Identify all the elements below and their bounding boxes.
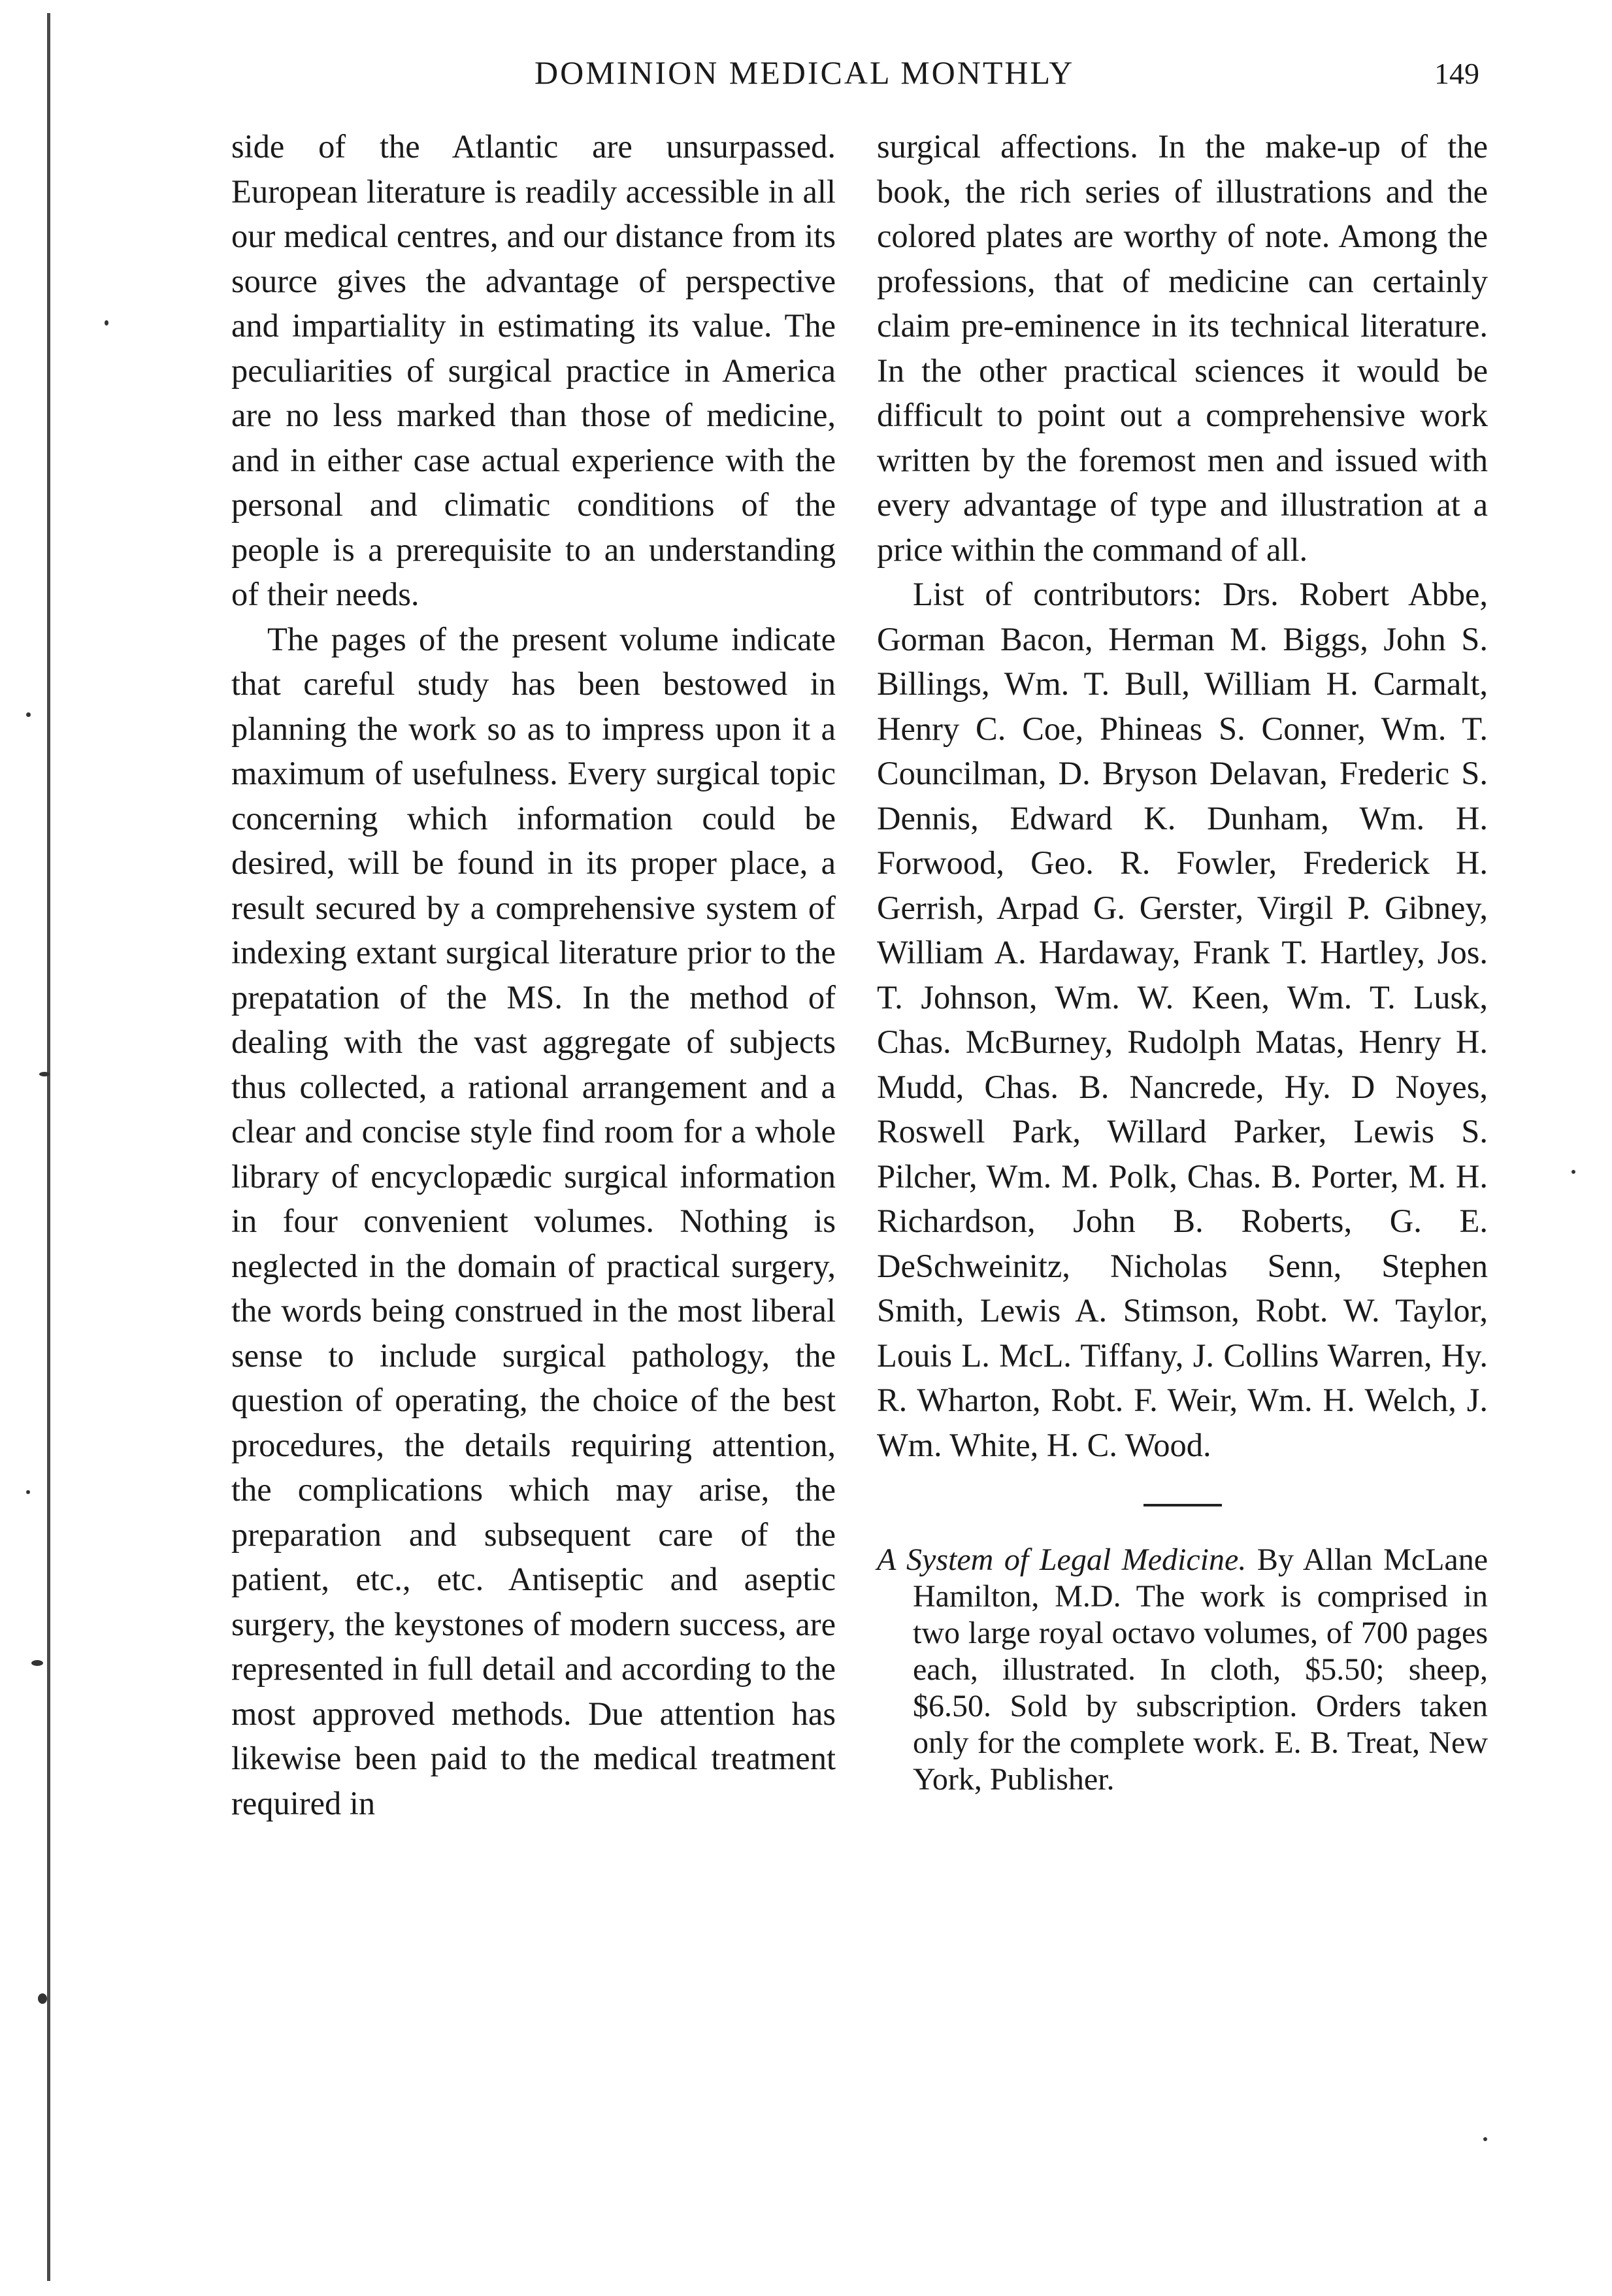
binding-edge-line xyxy=(47,13,50,2281)
running-head xyxy=(0,54,1612,99)
left-paragraph-continued: side of the Atlantic are unsurpassed. European literature is readily accessible in all our medical centres, and our distance from its source gives the advantage of perspective and impartiality in estimating its value. The peculiarities of surgical practice in America are no less marked than those of medicine, and in either case actual experience with the personal and climatic conditions of the people is a prerequisite to an understanding of their needs. xyxy=(231,128,836,612)
section-divider xyxy=(1143,1504,1222,1506)
scan-speck xyxy=(1571,1170,1575,1174)
left-paragraph-volume-pages: The pages of the present volume indicate that careful study has been bestowed in planning the work so as to impress upon it a maximum of usefulness. Every surgical topic concerning which information could be desired, will be found in its proper place, a result secured by a comprehensive system of indexing extant surgical literature prior to the prepatation of the MS. In the method of dealing with the vast aggregate of subjects thus collected, a rational arrangement and a clear and concise style find room for a whole library of encyclopædic surgical information in four convenient volumes. Nothing is neglected in the domain of practical surgery, the words being construed in the most liberal sense to include surgical pathology, the question of operating, the choice of the best procedures, the details requiring attention, the complications which may arise, the preparation and subsequent care of the patient, etc., etc. Antiseptic and aseptic surgery, the keystones of modern success, are represented in full detail and according to the most approved methods. Due attention has likewise been paid to the medical treatment required in xyxy=(231,620,836,1822)
scan-speck xyxy=(39,1072,50,1076)
scan-speck xyxy=(1483,2137,1487,2141)
left-column xyxy=(231,124,836,1825)
page-number: 149 xyxy=(1434,57,1479,90)
contributors-list: List of contributors: Drs. Robert Abbe, Gorman Bacon, Herman M. Biggs, John S. Billings, Wm. T. Bull, William H. Carmalt, Henry C. Coe, Phineas S. Conner, Wm. T. Councilman, D. Bryson Delavan, Frederic S. Dennis, Edward K. Dunham, Wm. H. Forwood, Geo. R. Fowler, Frederick H. Gerrish, Arpad G. Gerster, Virgil P. Gibney, William A. Hardaway, Frank T. Hartley, Jos. T. Johnson, Wm. W. Keen, Wm. T. Lusk, Chas. McBurney, Rudolph Matas, Henry H. Mudd, Chas. B. Nancrede, Hy. D Noyes, Roswell Park, Willard Parker, Lewis S. Pilcher, Wm. M. Polk, Chas. B. Porter, M. H. Richardson, John B. Roberts, G. E. DeSchweinitz, Nicholas Senn, Stephen Smith, Lewis A. Stimson, Robt. W. Taylor, Louis L. McL. Tiffany, J. Collins Warren, Hy. R. Wharton, Robt. F. Weir, Wm. H. Welch, J. Wm. White, H. C. Wood. xyxy=(877,576,1488,1463)
scan-speck xyxy=(31,1660,43,1666)
right-column xyxy=(877,124,1488,1798)
scan-speck xyxy=(105,320,108,325)
scan-speck xyxy=(26,712,31,717)
review-book-title: A System of Legal Medicine. xyxy=(877,1542,1247,1577)
scan-speck xyxy=(38,1993,47,2004)
scan-speck xyxy=(26,1490,30,1494)
review-book-details: By Allan McLane Hamilton, M.D. The work is comprised in two large royal octavo volumes, of 700 pages each, illustrated. In cloth, $5.50; sheep, $6.50. Sold by subscription. Orders taken only for the complete work. E. B. Treat, New York, Publisher. xyxy=(913,1542,1489,1797)
journal-title: DOMINION MEDICAL MONTHLY xyxy=(535,54,1075,91)
right-paragraph-continued: surgical affections. In the make-up of the book, the rich series of illustrations and the colored plates are worthy of note. Among the professions, that of medicine can certainly claim pre-eminence in its technical literature. In the other practical sciences it would be difficult to point out a comprehensive work written by the foremost men and issued with every advantage of type and illustration at a price within the command of all. xyxy=(877,128,1488,568)
book-review-entry xyxy=(877,1542,1488,1798)
